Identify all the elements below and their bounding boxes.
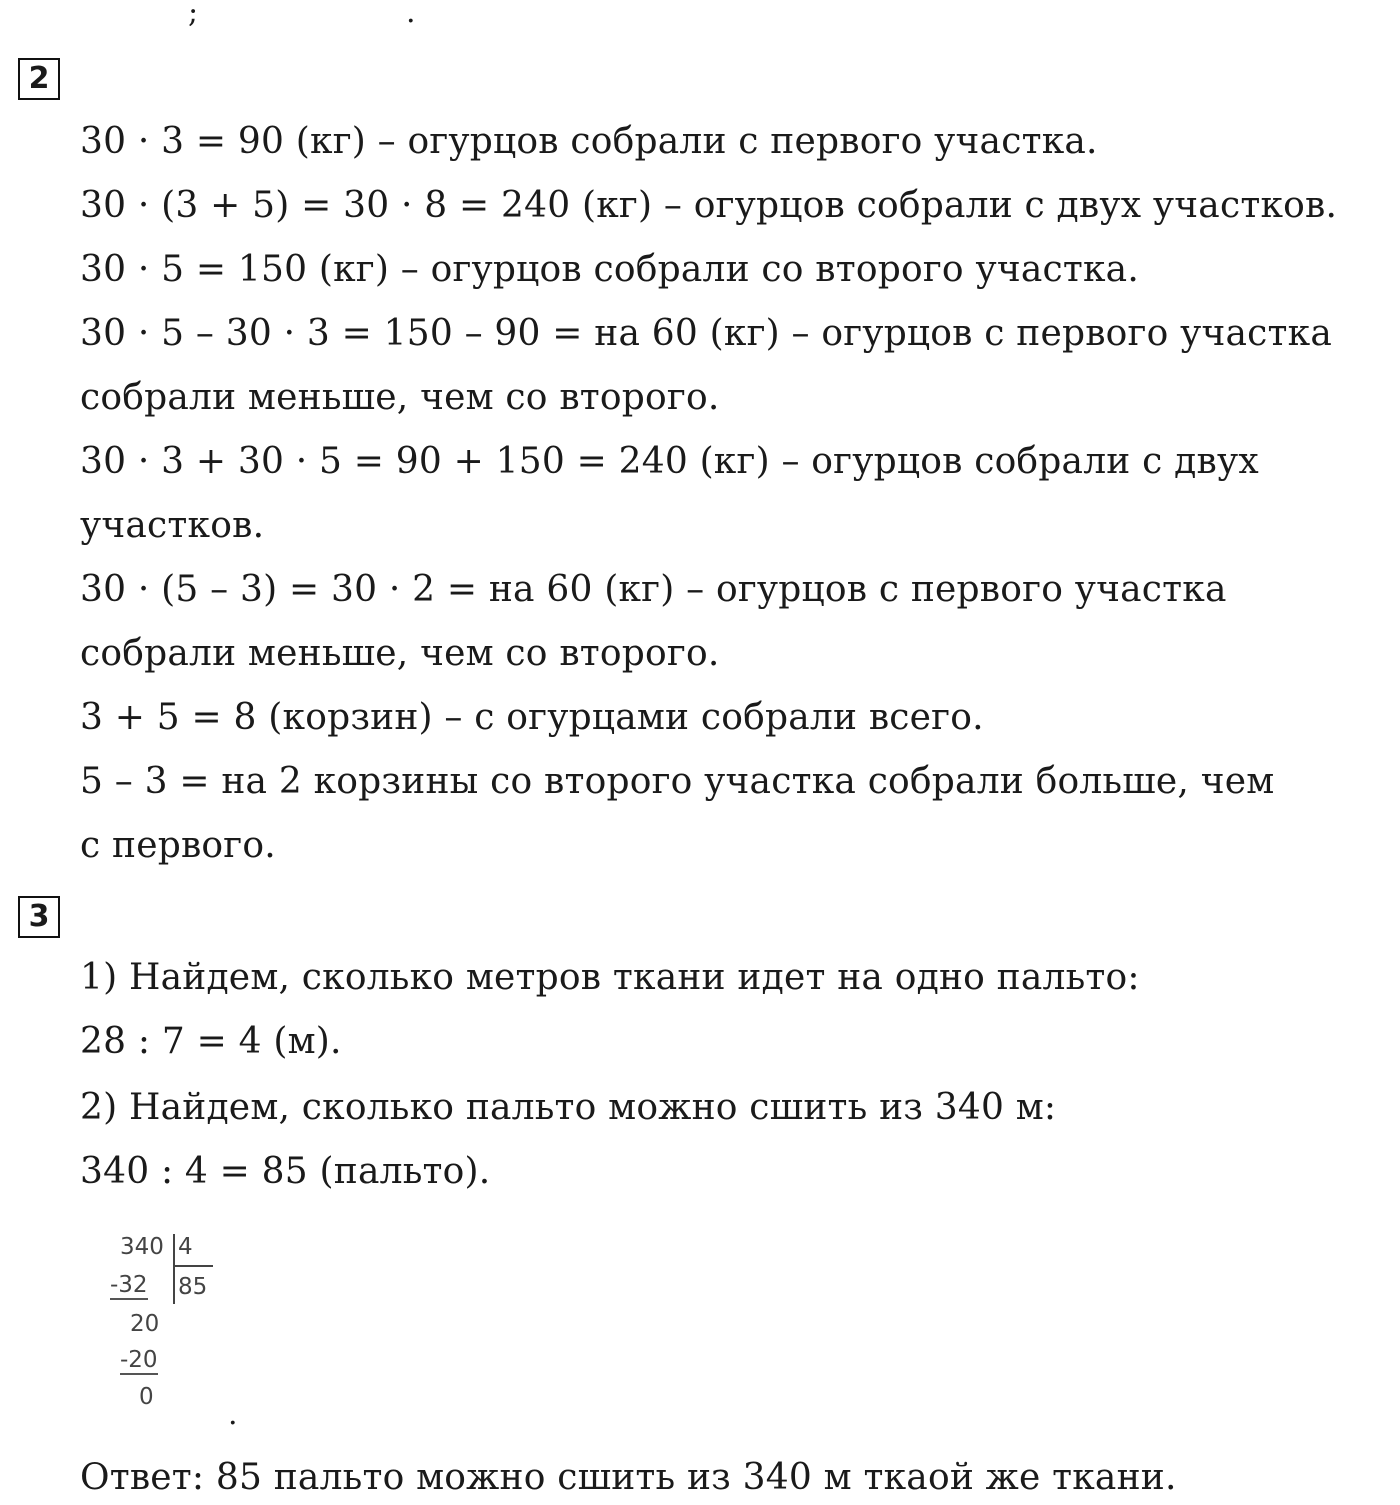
task2-line-6: 30 · 3 + 30 · 5 = 90 + 150 = 240 (кг) – огурцов собрали с двух [80,441,1259,482]
task3-line-3: 2) Найдем, сколько пальто можно сшить из 340 м: [80,1087,1057,1128]
task3-line-2: 28 : 7 = 4 (м). [80,1021,342,1062]
ld-remainder1: 20 [130,1311,160,1337]
top-semicolon: ; [188,0,199,30]
task2-line-7: участков. [80,505,265,546]
task-2-number: 2 [18,58,60,100]
task2-line-12: с первого. [80,825,276,866]
ld-step2: -20 [120,1347,158,1373]
task3-answer: Ответ: 85 пальто можно сшить из 340 м ткаой же ткани. [80,1457,1177,1498]
ld-vertical-bar [173,1234,175,1304]
task2-line-4: 30 · 5 – 30 · 3 = 150 – 90 = на 60 (кг) – огурцов с первого участка [80,313,1333,354]
task2-line-5: собрали меньше, чем со второго. [80,377,720,418]
ld-quotient: 85 [178,1274,208,1300]
ld-trailing-period: . [228,1397,238,1432]
ld-divisor-underline [175,1265,213,1267]
task2-line-3: 30 · 5 = 150 (кг) – огурцов собрали со второго участка. [80,249,1139,290]
task2-line-2: 30 · (3 + 5) = 30 · 8 = 240 (кг) – огурцов собрали с двух участков. [80,185,1338,226]
ld-divisor: 4 [178,1234,193,1260]
task2-line-1: 30 · 3 = 90 (кг) – огурцов собрали с первого участка. [80,121,1098,162]
ld-step1: -32 [110,1272,148,1298]
task2-line-9: собрали меньше, чем со второго. [80,633,720,674]
top-period: . [406,0,416,30]
ld-dividend: 340 [120,1234,164,1260]
task3-line-4: 340 : 4 = 85 (пальто). [80,1151,491,1192]
ld-remainder2: 0 [139,1384,154,1410]
task2-line-10: 3 + 5 = 8 (корзин) – с огурцами собрали всего. [80,697,984,738]
task3-line-1: 1) Найдем, сколько метров ткани идет на одно пальто: [80,957,1140,998]
task2-line-11: 5 – 3 = на 2 корзины со второго участка собрали больше, чем [80,761,1275,802]
task2-line-8: 30 · (5 – 3) = 30 · 2 = на 60 (кг) – огурцов с первого участка [80,569,1227,610]
task-3-number: 3 [18,896,60,938]
